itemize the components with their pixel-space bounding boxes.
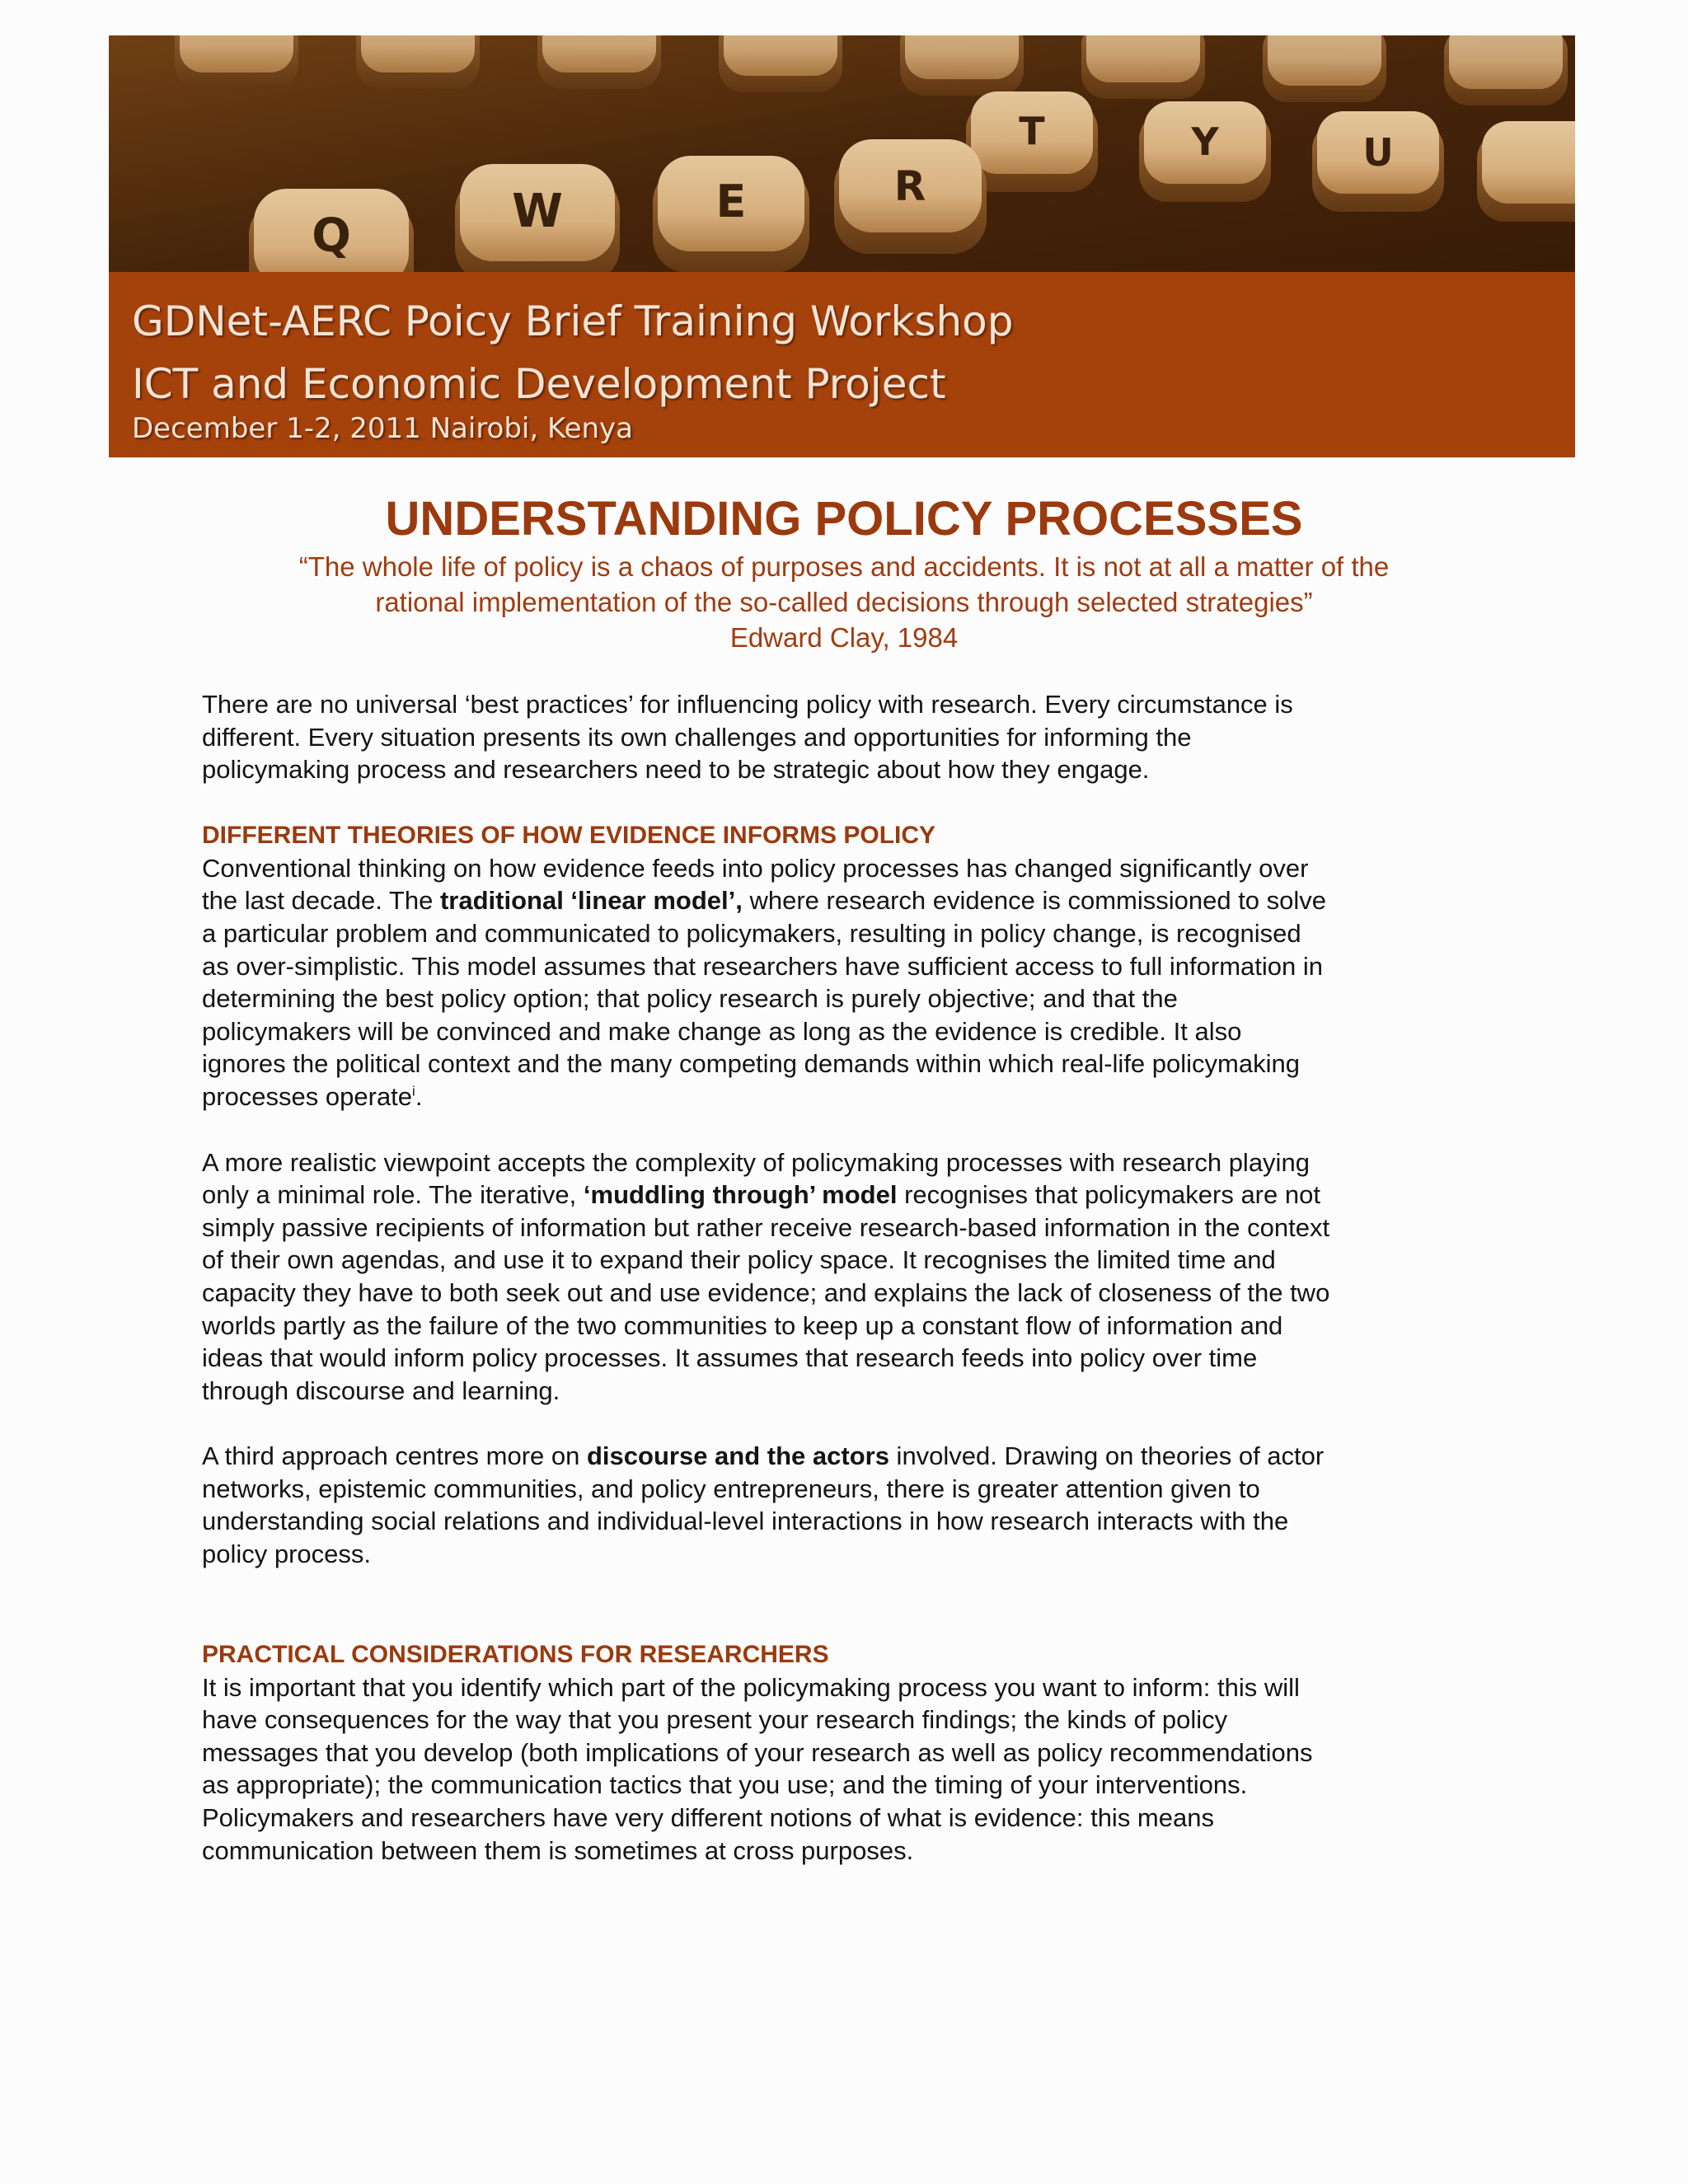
emphasis-linear-model: traditional ‘linear model’, [439,886,743,916]
text-line [202,1080,1512,1113]
text-run: only a minimal role. The iterative, [202,1180,584,1210]
event-date-location: December 1-2, 2011 Nairobi, Kenya [132,412,634,445]
quote-line: “The whole life of policy is a chaos of purposes and accidents. It is not at all a matter of the [298,551,1390,582]
text-line: as appropriate); the communication tactics that you use; and the timing of your interventions. [202,1770,1248,1800]
emphasis-discourse-actors: discourse and the actors [586,1441,889,1471]
text-line: through discourse and learning. [202,1376,560,1405]
text-line: policymakers will be convinced and make change as long as the evidence is credible. It also [202,1016,1242,1046]
text-run: where research evidence is commissioned to solve [742,886,1327,916]
text-line: communication between them is sometimes at cross purposes. [202,1835,914,1865]
intro-paragraph [202,688,1512,786]
quote-line: rational implementation of the so-called decisions through selected strategies” [375,587,1313,617]
practical-considerations-paragraph [202,1671,1512,1868]
text-line: simply passive recipients of information but rather receive research-based information in the context [202,1212,1330,1242]
linear-model-paragraph [202,852,1512,1113]
text-run: recognises that policymakers are not [897,1180,1320,1210]
text-line: Policymakers and researchers have very different notions of what is evidence: this means [202,1803,1214,1833]
key-letter-t: T [1019,109,1045,153]
text-line: ideas that would inform policy processes. It assumes that research feeds into policy over time [202,1343,1258,1373]
text-line: determining the best policy option; that policy research is purely objective; and that the [202,984,1178,1014]
text-line: messages that you develop (both implications of your research as well as policy recommendations [202,1737,1313,1767]
key-letter-r: R [893,162,926,210]
text-line: networks, epistemic communities, and policy entrepreneurs, there is greater attention given to [202,1474,1260,1503]
text-line: have consequences for the way that you present your research findings; the kinds of policy [202,1705,1228,1735]
document-title: UNDERSTANDING POLICY PROCESSES [385,492,1303,546]
discourse-actors-paragraph [202,1440,1512,1570]
header-banner [109,35,1575,457]
project-title: ICT and Economic Development Project [132,360,946,408]
text-run: A third approach centres more on [202,1441,587,1471]
key-letter-e: E [715,176,747,227]
text-line: of their own agendas, and use it to expand their policy space. It recognises the limited time and [202,1245,1276,1275]
text-line: policy process. [202,1540,372,1569]
workshop-title: GDNet-AERC Poicy Brief Training Workshop [132,298,1014,345]
text-line: capacity they have to both seek out and use evidence; and explains the lack of closeness of the two [202,1277,1330,1307]
text-line: as over-simplistic. This model assumes that researchers have sufficient access to full information in [202,951,1323,981]
key-letter-q: Q [312,209,351,263]
document-body [202,688,1512,1867]
epigraph-quote [165,549,1523,655]
quote-attribution: Edward Clay, 1984 [729,622,959,653]
typewriter-keys-illustration [109,35,1575,272]
text-run: . [415,1081,423,1111]
text-run: involved. Drawing on theories of actor [889,1441,1325,1471]
endnote-marker[interactable]: i [412,1083,415,1099]
text-line: A more realistic viewpoint accepts the complexity of policymaking processes with research playing [202,1147,1310,1177]
text-line: worlds partly as the failure of the two communities to keep up a constant flow of information and [202,1310,1283,1340]
text-line: understanding social relations and individual-level interactions in how research interacts with the [202,1507,1289,1536]
text-line [202,1179,1512,1212]
text-line [202,1440,1512,1473]
text-line: a particular problem and communicated to policymakers, resulting in policy change, is recognised [202,918,1301,948]
text-line: different. Every situation presents its own challenges and opportunities for informing the [202,722,1192,752]
muddling-through-paragraph [202,1146,1512,1408]
banner-text-band [109,272,1575,457]
text-line [202,884,1512,917]
text-line: ignores the political context and the many competing demands within which real-life policymaking [202,1049,1300,1079]
key-letter-u: U [1362,130,1394,175]
typewriter-keys-image [109,35,1575,272]
text-run: the last decade. The [202,886,440,916]
text-line: Conventional thinking on how evidence feeds into policy processes has changed significantly over [202,853,1309,883]
text-line: There are no universal ‘best practices’ for influencing policy with research. Every circumstance is [202,690,1293,719]
text-run: processes operate [202,1081,413,1111]
emphasis-muddling-model: ‘muddling through’ model [583,1180,898,1210]
key-letter-w: W [512,185,563,238]
key-letter-y: Y [1191,120,1219,164]
text-line: It is important that you identify which part of the policymaking process you want to inform: this will [202,1672,1300,1702]
text-line: policymaking process and researchers need to be strategic about how they engage. [202,755,1150,785]
section-heading-theories: DIFFERENT THEORIES OF HOW EVIDENCE INFORMS POLICY [202,821,936,849]
section-heading-practical: PRACTICAL CONSIDERATIONS FOR RESEARCHERS [202,1640,829,1668]
